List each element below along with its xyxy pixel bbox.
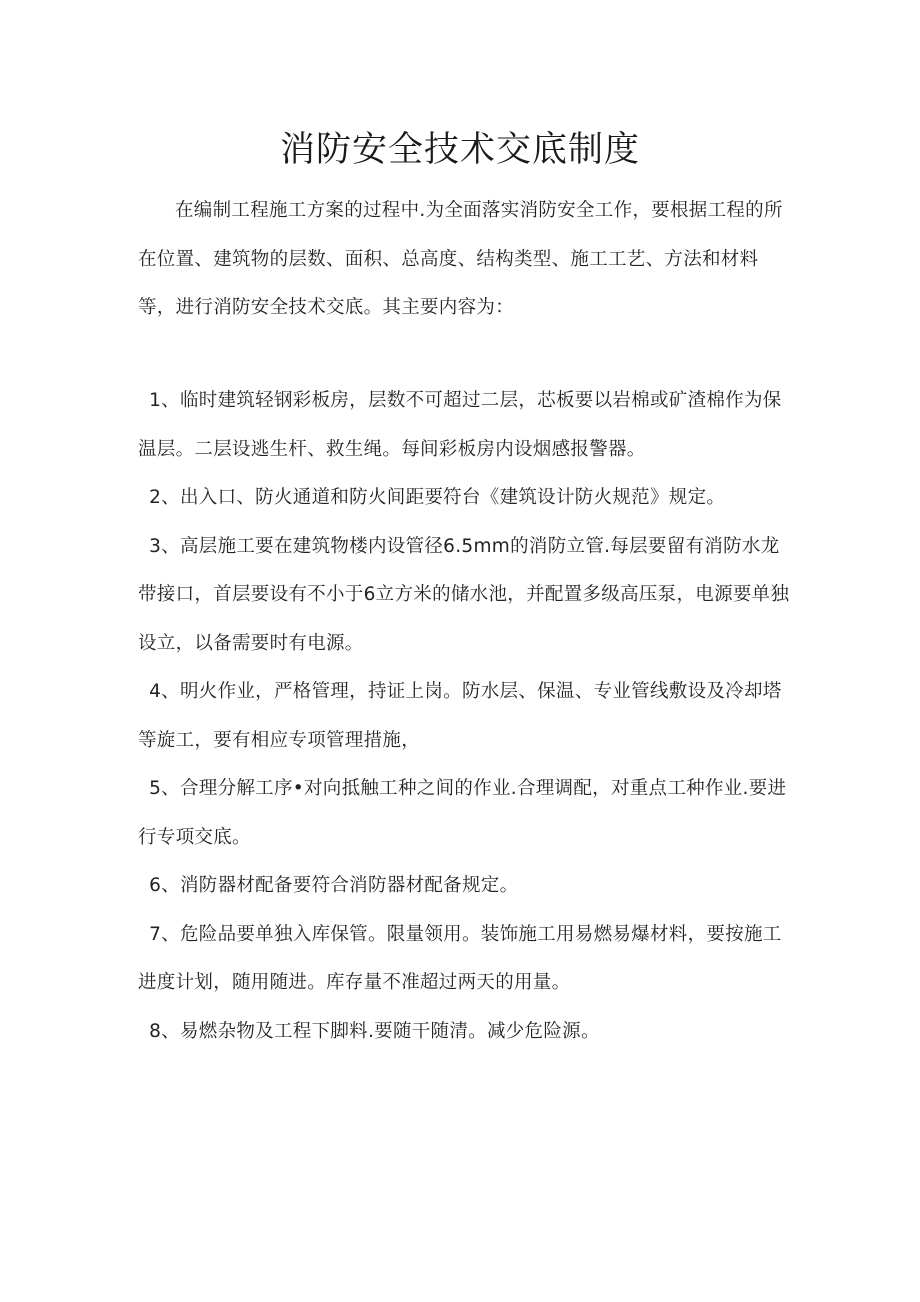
list-item: 3、高层施工要在建筑物楼内设管径6.5mm的消防立管.每层要留有消防水龙带接口，首层要设有不小于6立方米的储水池，并配置多级高压泵，电源要单独设立，以备需要时有电源。 (138, 535, 790, 654)
intro-paragraph: 在编制工程施工方案的过程中.为全面落实消防安全工作，要根据工程的所在位置、建筑物的层数、面积、总高度、结构类型、施工工艺、方法和材料等，进行消防安全技术交底。其主要内容为： (138, 200, 783, 318)
list-item: 7、危险品要单独入库保管。限量领用。装饰施工用易燃易爆材料，要按施工进度计划，随用随进。库存量不准超过两天的用量。 (138, 923, 782, 993)
list-item: 4、明火作业，严格管理，持证上岗。防水层、保温、专业管线敷设及冷却塔等旋工，要有相应专项管理措施， (138, 681, 782, 751)
list-item: 8、易燃杂物及工程下脚料.要随干随清。减少危险源。 (149, 1020, 600, 1042)
document-title: 消防安全技术交底制度 (279, 130, 640, 170)
list-item: 1、临时建筑轻钢彩板房，层数不可超过二层，芯板要以岩棉或矿渣棉作为保温层。二层设逃生杆、救生绳。每间彩板房内设烟感报警器。 (138, 390, 782, 460)
list-item: 5、合理分解工序•对向抵触工种之间的作业.合理调配，对重点工种作业.要进行专项交底。 (138, 778, 787, 848)
list-item: 2、出入口、防火通道和防火间距要符台《建筑设计防火规范》规定。 (149, 487, 726, 508)
content-list (138, 377, 790, 1056)
list-item: 6、消防器材配备要符合消防器材配备规定。 (149, 875, 519, 896)
